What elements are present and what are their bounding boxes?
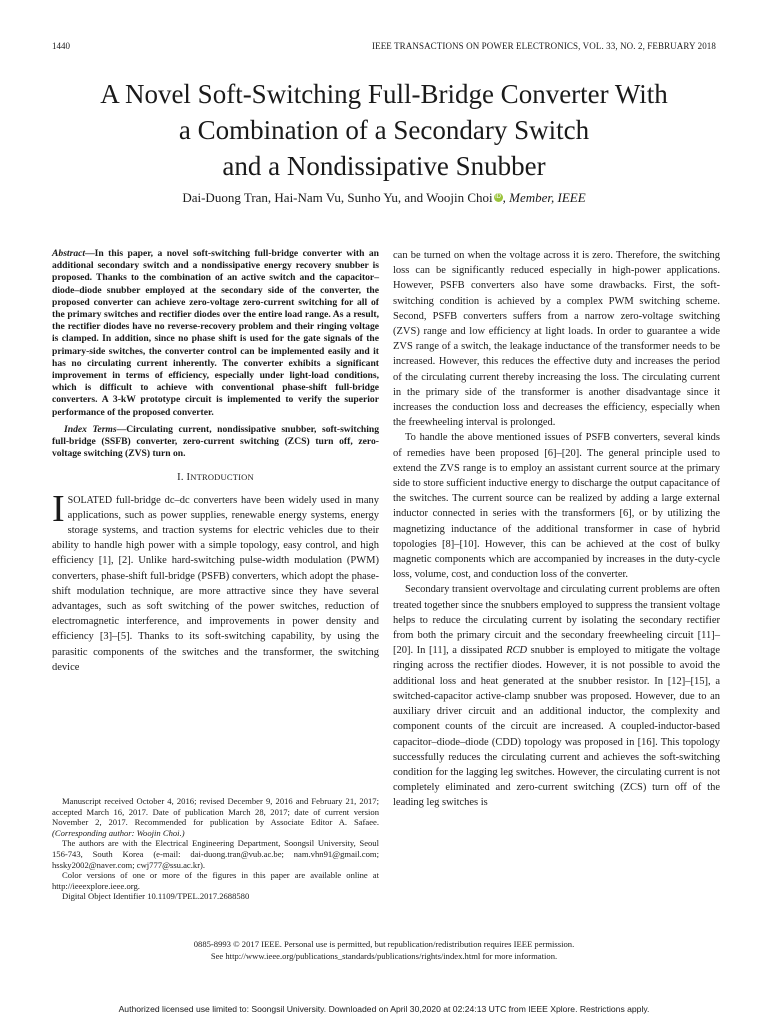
section-heading-introduction (52, 470, 379, 485)
paper-title (40, 76, 728, 184)
copyright-notice (40, 939, 728, 962)
index-terms (52, 424, 379, 461)
copyright-line-2: See http://www.ieee.org/publications_standards/publications/rights/index.html for more information. (210, 950, 558, 961)
right-paragraph-2: To handle the above mentioned issues of PSFB converters, several kinds of remedies have been proposed [6]–[20]. The general principle used to extend the ZVS range is to employ an assistant current source at the primary side to store sufficient inductive energy to discharge the output capacitance of the switches. The current source can be realized by adding a large external inductor connected in series with the transformers [6], or by utilizing the magnetizing inductance of the additional transformer in case of hybrid topologies [8]–[10]. However, this can be achieved at the cost of bulky magnetic components which are accompanied by increases in the duty-cycle loss, volume, cost, and conduction loss of the converter. (393, 432, 720, 581)
intro-text: full-bridge dc–dc converters have been widely used in many applications, such as power supplies, renewable energy systems, energy storage systems, and traction systems for electric vehicles due to their ability to handle high power with a simple topology, easy control, and high efficiency [1], [2]. Unlike hard-switching pulse-width modulation (PWM) converters, phase-shift full-bridge (PSFB) converters, which adopt the phase-shift modulation technique, are more attractive since they have several advantages, such as soft switching of the power switches, reduction of electromagnetic interference, and improvements in power density and efficiency [3]–[5]. Thanks to its soft-switching capability, by using the parasitic components of the switches and the transformer, the switching device (52, 494, 379, 673)
abstract-dash: — (85, 248, 95, 259)
footnote-received-text: Manuscript received October 4, 2016; revised December 9, 2016 and February 21, 2017; accepted March 16, 2017. Date of publication March 28, 2017; date of current version November 2, 2017. Recommended for publication by Associate Editor A. Safaee. (52, 796, 379, 828)
page-number: 1440 (52, 41, 70, 51)
title-line: and a Nondissipative Snubber (222, 151, 546, 181)
right-paragraph-3 (393, 582, 720, 810)
section-initial: I (186, 472, 191, 484)
footnote-received (52, 796, 379, 838)
footnote-color: Color versions of one or more of the figures in this paper are available online at http://ieeexplore.ieee.org. (52, 870, 379, 891)
authorized-use-notice: Authorized licensed use limited to: Soongsil University. Downloaded on April 30,2020 at 02:24:13 UTC from IEEE Xplore. Restrictions apply. (118, 1004, 650, 1014)
footnote-corresponding: (Corresponding author: Woojin Choi.) (52, 827, 185, 838)
footnote-affiliation: The authors are with the Electrical Engineering Department, Soongsil University, Seoul 156-743, South Korea (e-mail: dai-duong.tran@vub.ac.be; nam.vhn91@gmail.com; hssky2002@naver.com; cwj777@ssu.ac.kr). (52, 838, 379, 870)
footnotes (52, 796, 379, 902)
left-column (52, 248, 379, 675)
footnote-doi: Digital Object Identifier 10.1109/TPEL.2017.2688580 (62, 891, 250, 902)
index-terms-lead: Index Terms (64, 423, 117, 435)
author-line (40, 190, 728, 206)
abstract (52, 248, 379, 419)
intro-caps: SOLATED (67, 494, 113, 506)
copyright-line-1: 0885-8993 © 2017 IEEE. Personal use is permitted, but republication/redistribution requires IEEE permission. (193, 939, 575, 949)
orcid-icon[interactable]: iD (495, 194, 501, 200)
index-terms-dash: — (116, 423, 127, 435)
section-name-rest: NTRODUCTION (190, 472, 254, 483)
title-line: A Novel Soft-Switching Full-Bridge Converter With (100, 79, 668, 109)
abstract-text: In this paper, a novel soft-switching full-bridge converter with an additional secondary switch and a nondissipative energy recovery snubber is proposed. Thanks to the combination of an active switch and the capacitor–diode–diode snubber employed at the secondary side of the converter, the proposed converter can achieve zero-voltage zero-current switching for all of the primary switches and rectifier diodes over the entire load range. As a result, the rectifier diodes have no reverse-recovery problem and their ringing voltage is clamped. In addition, since no phase shift is used for the gate signals of the primary-side switches, the converter control can be implemented easily and it has no circulating current inherently. The converter exhibits a significant improvement in terms of efficiency, especially under light-load conditions, which is difficult to achieve with conventional phase-shift full-bridge converters. A 3-kW prototype circuit is implemented to verify the superior performance of the proposed converter. (52, 248, 379, 418)
section-number: I. (177, 472, 187, 484)
index-terms-text: Circulating current, nondissipative snubber, soft-switching full-bridge (SSFB) converter, zero-current switching (ZCS) turn off, zero-voltage switching (ZVS) turn on. (52, 423, 379, 460)
author-names: Dai-Duong Tran, Hai-Nam Vu, Sunho Yu, and Woojin Choi (182, 190, 493, 205)
drop-cap: I (52, 487, 65, 530)
author-membership: , Member, IEEE (502, 190, 586, 205)
journal-header: IEEE TRANSACTIONS ON POWER ELECTRONICS, VOL. 33, NO. 2, FEBRUARY 2018 (372, 41, 716, 51)
intro-paragraph (52, 487, 379, 675)
right-paragraph-3-b: snubber is employed to mitigate the voltage ringing across the rectifier diodes. However, it is not possible to avoid the additional loss and heat generated at the snubber resistor. In [12]–[15], a switched-capacitor active-clamp snubber was proposed. However, due to an auxiliary driver circuit and an additional inductor, the complexity and component counts of the circuit are increased. A coupled-inductor-based capacitor–diode–diode (CDD) topology was proposed in [16]. This topology successfully reduces the circulating current and achieves the soft-switching condition for the lagging leg switches. However, the circulating current is not completely eliminated and zero-current switching (ZCS) turn off of the leading leg switches is (393, 645, 720, 809)
right-column (393, 248, 720, 811)
abstract-lead: Abstract (52, 248, 86, 259)
title-line: a Combination of a Secondary Switch (178, 115, 590, 145)
right-paragraph-3-a: Secondary transient overvoltage and circulating current problems are often treated together since the snubbers employed to suppress the transient voltage helps to reduce the circulating current by isolating the secondary rectifier from both the primary circuit and the secondary freewheeling circuit [11]–[20]. In [11], a dissipated (393, 584, 720, 657)
right-paragraph-1: can be turned on when the voltage across it is zero. Therefore, the switching loss can be significantly reduced especially in high-power applications. However, PSFB converters also have some drawbacks. First, the soft-switching condition is achieved by a complex PWM switching scheme. Second, PSFB converters suffers from a narrow zero-voltage switching (ZVS) range and low efficiency at light loads. In order to guarantee a wide ZVS range of a switch, the leakage inductance of the transformer needs to be increased. However, this reduces the effective duty and increases the period of the circulating current thereby increasing the loss. The circulating current in the primary side of the transformer is another disadvantage since it increases the conduction loss and decreases the efficiency, especially when the freewheeling interval is prolonged. (393, 250, 720, 429)
rcd-term: RCD (506, 645, 528, 657)
